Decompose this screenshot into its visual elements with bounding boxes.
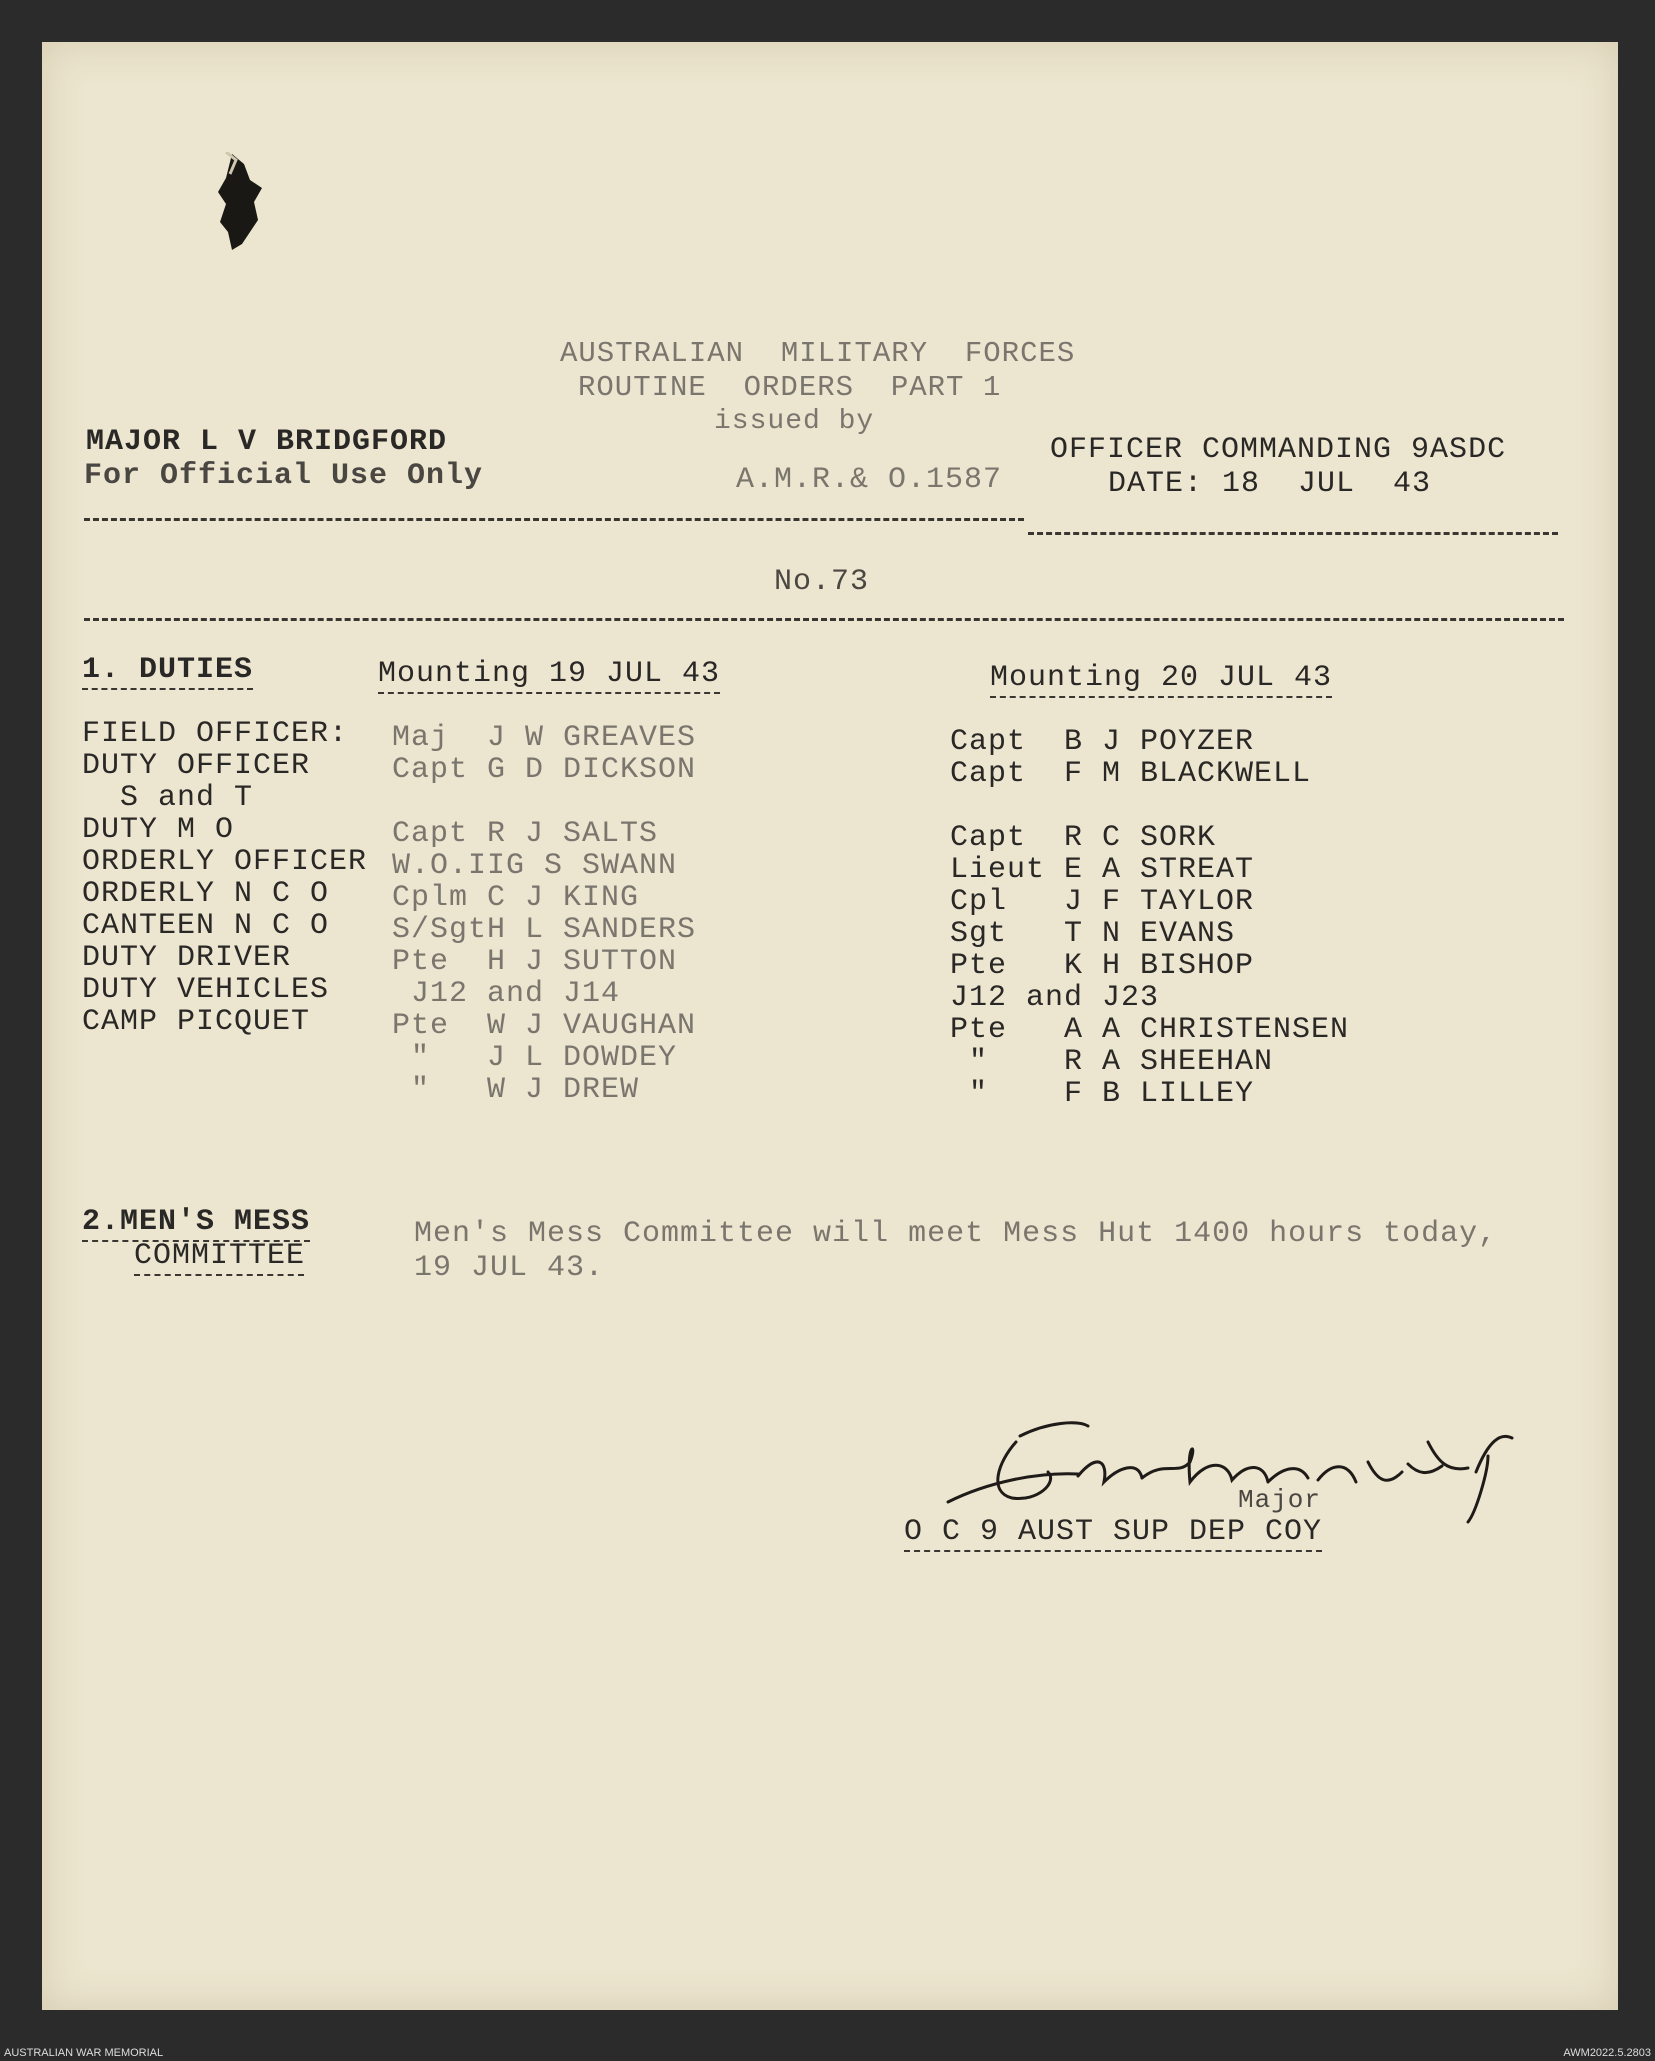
duty-label: CAMP PICQUET <box>82 1005 311 1039</box>
duties-heading: 1. DUTIES <box>82 654 253 690</box>
duty-col2: Sgt T N EVANS <box>950 917 1236 951</box>
duty-col2: Capt F M BLACKWELL <box>950 757 1312 791</box>
issuer-name: MAJOR L V BRIDGFORD <box>86 425 448 459</box>
duty-col2: Lieut E A STREAT <box>950 853 1255 887</box>
handwritten-signature <box>928 1402 1528 1532</box>
duty-col2: Pte K H BISHOP <box>950 949 1255 983</box>
order-date: DATE: 18 JUL 43 <box>1108 467 1432 501</box>
classification: For Official Use Only <box>84 459 484 493</box>
duty-label: ORDERLY OFFICER <box>82 845 368 879</box>
duty-col1: J12 and J14 <box>392 977 621 1011</box>
mess-heading: 2.MEN'S MESS <box>82 1206 310 1242</box>
order-number: No.73 <box>774 565 870 599</box>
duty-col2: J12 and J23 <box>950 981 1160 1015</box>
header-title: AUSTRALIAN MILITARY FORCES <box>560 337 1076 370</box>
divider-right <box>1028 532 1558 535</box>
duty-label: DUTY DRIVER <box>82 941 292 975</box>
torn-hole <box>192 152 272 252</box>
document-page <box>42 42 1618 2010</box>
header-issued-by: issued by <box>714 406 875 437</box>
header-subtitle: ROUTINE ORDERS PART 1 <box>578 371 1002 404</box>
reference: A.M.R.& O.1587 <box>736 463 1003 497</box>
duty-col1: W.O.IIG S SWANN <box>392 849 678 883</box>
duty-label: S and T <box>82 781 254 815</box>
mess-notice-date: 19 JUL 43. <box>414 1251 605 1285</box>
duty-col2: " R A SHEEHAN <box>950 1045 1274 1079</box>
mess-notice: Men's Mess Committee will meet Mess Hut 1400 hours today, <box>414 1217 1498 1251</box>
duty-col2: Pte A A CHRISTENSEN <box>950 1013 1350 1047</box>
duty-col2: Capt R C SORK <box>950 821 1217 855</box>
duty-label: DUTY M O <box>82 813 235 847</box>
duty-col1: Cplm C J KING <box>392 881 640 915</box>
duty-label: DUTY VEHICLES <box>82 973 330 1007</box>
duty-label: FIELD OFFICER: <box>82 717 349 751</box>
duty-col2: Capt B J POYZER <box>950 725 1255 759</box>
duty-col1: Capt G D DICKSON <box>392 753 697 787</box>
duty-col2: Cpl J F TAYLOR <box>950 885 1255 919</box>
duties-col2-heading: Mounting 20 JUL 43 <box>990 662 1332 698</box>
footer-left: AUSTRALIAN WAR MEMORIAL <box>4 2047 164 2059</box>
duty-col1: Pte W J VAUGHAN <box>392 1009 697 1043</box>
mess-heading-committee: COMMITTEE <box>134 1240 304 1276</box>
duty-col1: Pte H J SUTTON <box>392 945 678 979</box>
duty-col2: " F B LILLEY <box>950 1077 1255 1111</box>
commanding-officer: OFFICER COMMANDING 9ASDC <box>1050 433 1507 467</box>
duty-label: DUTY OFFICER <box>82 749 311 783</box>
duty-col1: " J L DOWDEY <box>392 1041 678 1075</box>
signatory-unit: O C 9 AUST SUP DEP COY <box>904 1516 1322 1552</box>
duty-col1: " W J DREW <box>392 1073 640 1107</box>
duty-col1: Maj J W GREAVES <box>392 721 697 755</box>
signatory-rank: Major <box>1238 1485 1322 1515</box>
duty-col1: S/SgtH L SANDERS <box>392 913 697 947</box>
divider-left <box>84 518 1024 521</box>
duty-label: CANTEEN N C O <box>82 909 330 943</box>
divider-full <box>84 618 1564 621</box>
duty-label: ORDERLY N C O <box>82 877 330 911</box>
duties-col1-heading: Mounting 19 JUL 43 <box>378 658 720 694</box>
footer-right: AWM2022.5.2803 <box>1563 2047 1651 2059</box>
duty-col1: Capt R J SALTS <box>392 817 659 851</box>
